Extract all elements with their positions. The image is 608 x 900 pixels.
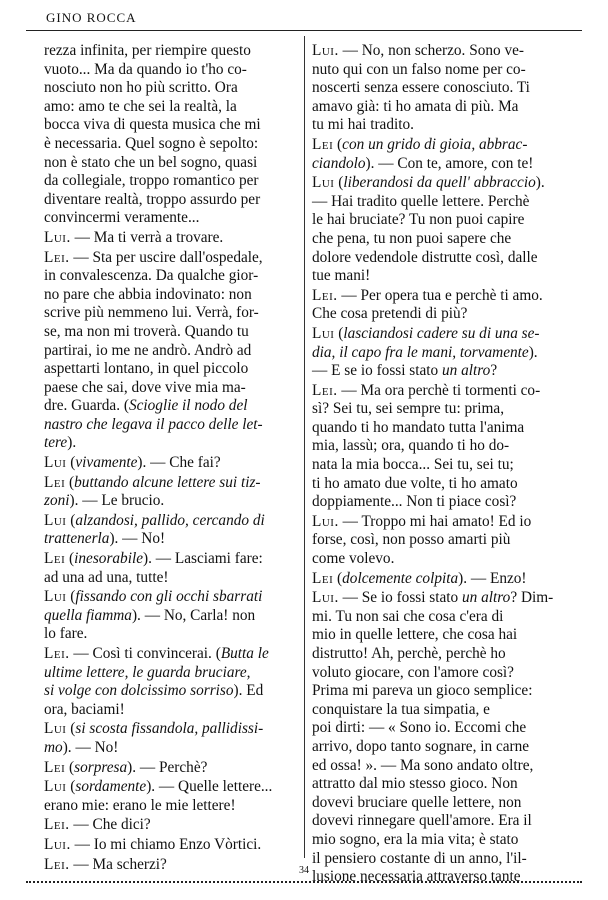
stage-direction: fissando con gli occhi sbarrati (75, 588, 263, 606)
dialogue-text: vuoto... Ma da quando io t'ho co- (44, 60, 247, 78)
dialogue-text: ( (334, 324, 344, 342)
text-line (44, 360, 296, 379)
text-line (44, 342, 296, 361)
stage-direction: liberandosi da quell' abbraccio (343, 174, 536, 192)
stage-direction: dia, il capo fra le mani, torvamente (312, 343, 529, 361)
dialogue-text: erano mie: erano le mie lettere! (44, 796, 236, 814)
text-line (44, 588, 296, 607)
dialogue-text: no pare che abbia indovinato: non (44, 285, 252, 303)
right-column (312, 42, 566, 887)
dialogue-text: ora, baciami! (44, 700, 125, 718)
dialogue-text: rezza infinita, per riempire questo (44, 42, 251, 59)
text-line (44, 135, 296, 154)
dialogue-text: conquistare la tua simpatia, e (312, 700, 490, 718)
dialogue-text: ( (65, 550, 75, 568)
text-line (312, 664, 566, 683)
dialogue-text: ). — No, Carla! non (131, 606, 256, 624)
speaker-name: Lui (312, 174, 335, 192)
text-line (312, 475, 566, 494)
stage-direction: con un grido di gioia, abbrac- (342, 135, 528, 153)
text-line (312, 738, 566, 757)
speaker-name: Lei. (312, 286, 338, 304)
stage-direction: si volge con dolcissimo sorriso (44, 682, 234, 700)
text-line (44, 172, 296, 191)
stage-direction: nastro che legava il pacco delle let- (44, 415, 263, 433)
dialogue-text: è necessaria. Quel sogno è sepolto: (44, 134, 259, 152)
dialogue-text: ( (334, 174, 344, 192)
stage-direction: lasciandosi cadere su di una se- (343, 324, 540, 342)
text-line (312, 136, 566, 155)
speaker-name: Lui. (44, 835, 71, 853)
text-line (312, 267, 566, 286)
dialogue-text: dolore vedendole distrutte così, dalle (312, 248, 538, 266)
text-line (44, 664, 296, 683)
dialogue-text: ( (66, 720, 76, 738)
page-number: 34 (299, 865, 309, 876)
dialogue-text: se, ma non mi troverà. Quando tu (44, 322, 249, 340)
text-line (312, 419, 566, 438)
dialogue-text: ? Dim- (510, 589, 554, 607)
dialogue-text: — Così ti convincerai. ( (69, 645, 221, 662)
speaker-name: Lei (312, 135, 334, 153)
text-line (44, 191, 296, 210)
dialogue-text: ). — Con te, amore, con te! (365, 154, 534, 172)
text-line (44, 512, 296, 531)
dialogue-text: ). — Enzo! (458, 569, 527, 587)
text-line (312, 701, 566, 720)
dialogue-text: sì? Sei tu, sei sempre tu: prima, (312, 400, 505, 418)
dialogue-text: non è stato che un bel sogno, quasi (44, 153, 258, 171)
dialogue-text: partirai, io me ne andrò. Andrò ad (44, 341, 252, 359)
dialogue-text: ( (66, 588, 76, 606)
text-line (44, 759, 296, 778)
text-line (44, 492, 296, 511)
header-rule (26, 30, 582, 31)
speaker-name: Lei (44, 550, 66, 568)
dialogue-text: aspettarti lontano, in quel piccolo (44, 360, 249, 378)
text-line (312, 437, 566, 456)
text-line (312, 305, 566, 324)
dialogue-text: nosciuto non ho più scritto. Ora (44, 79, 238, 97)
text-line (44, 434, 296, 453)
dialogue-text: distrutto! Ah, perchè, perchè ho (312, 645, 506, 662)
dialogue-text: ed ossa! ». — Ma sono andato oltre, (312, 756, 534, 774)
dialogue-text: lo fare. (44, 625, 88, 643)
text-line (44, 816, 296, 835)
text-line (44, 209, 296, 228)
dialogue-text: mi. Tu non sai che cosa c'era di (312, 607, 504, 625)
dialogue-text: in convalescenza. Da qualche gior- (44, 267, 259, 285)
text-line (44, 739, 296, 758)
speaker-name: Lui. (312, 512, 339, 530)
speaker-name: Lei. (44, 248, 70, 266)
text-line (312, 211, 566, 230)
dialogue-text: — Troppo mi hai amato! Ed io (338, 512, 532, 530)
speaker-name: Lei (44, 758, 66, 776)
dialogue-text: ). — Quelle lettere... (146, 778, 273, 796)
stage-direction: sorpresa (74, 758, 128, 776)
text-line (312, 42, 566, 61)
text-line (312, 757, 566, 776)
text-line (312, 155, 566, 174)
dialogue-text: ). — Le brucio. (69, 492, 165, 510)
speaker-name: Lei (312, 569, 334, 587)
dialogue-text: dovevi rinnegare quell'amore. Era il (312, 812, 532, 830)
text-line (312, 570, 566, 589)
dialogue-text: ( (66, 454, 76, 472)
dialogue-text: ). — Perchè? (127, 758, 208, 776)
text-line (44, 720, 296, 739)
text-line (312, 362, 566, 381)
stage-direction: mo (44, 738, 63, 756)
dialogue-text: ). (528, 343, 538, 361)
dialogue-text: — E se io fossi stato (312, 362, 443, 380)
dialogue-text: ( (333, 569, 343, 587)
text-line (44, 397, 296, 416)
speaker-name: Lei. (44, 816, 70, 834)
dialogue-text: Che cosa pretendi di più? (312, 305, 468, 323)
text-line (312, 230, 566, 249)
text-line (44, 550, 296, 569)
text-line (312, 344, 566, 363)
stage-direction: trattenerla (44, 530, 110, 548)
stage-direction: zoni (44, 492, 70, 510)
dialogue-text: le hai bruciate? Tu non puoi capire (312, 211, 525, 229)
dialogue-text: ). — No! (62, 738, 119, 756)
stage-direction: alzandosi, pallido, cercando di (75, 511, 265, 529)
speaker-name: Lui (44, 454, 67, 472)
text-line (312, 794, 566, 813)
footer-rule (26, 881, 582, 883)
dialogue-text: — Ma ti verrà a trovare. (70, 228, 224, 246)
dialogue-text: quando ti ho mandato tutta l'anima (312, 418, 525, 436)
dialogue-text: dre. Guarda. ( (44, 397, 129, 415)
dialogue-text: ( (333, 135, 343, 153)
text-line (312, 382, 566, 401)
dialogue-text: bocca viva di questa musica che mi (44, 116, 261, 134)
stage-direction: sordamente (75, 778, 147, 796)
stage-direction: quella fiamma (44, 606, 132, 624)
stage-direction: Scioglie il nodo del (128, 397, 248, 415)
dialogue-text: noscerti senza essere conosciuto. Ti (312, 79, 530, 97)
speaker-name: Lui (44, 511, 67, 529)
text-line (44, 61, 296, 80)
dialogue-text: che pena, tu non puoi sapere che (312, 229, 512, 247)
dialogue-text: ? (490, 362, 498, 380)
text-line (312, 400, 566, 419)
dialogue-text: doppiamente... Non ti piace così? (312, 493, 517, 511)
text-line (312, 531, 566, 550)
dialogue-text: Prima mi pareva un gioco semplice: (312, 682, 533, 700)
dialogue-text: — Sta per uscire dall'ospedale, (69, 248, 263, 266)
text-line (44, 474, 296, 493)
dialogue-text: ( (66, 778, 76, 796)
stage-direction: vivamente (75, 454, 138, 472)
dialogue-text: ( (65, 758, 75, 776)
text-line (44, 645, 296, 664)
text-line (44, 98, 296, 117)
dialogue-text: — Che dici? (69, 816, 151, 834)
text-line (44, 267, 296, 286)
dialogue-text: — Hai tradito quelle lettere. Perchè (312, 192, 530, 210)
speaker-name: Lui. (44, 228, 71, 246)
stage-direction: un altro (462, 589, 511, 607)
text-line (44, 454, 296, 473)
dialogue-text: diventare realtà, troppo assurdo per (44, 190, 261, 208)
text-line (312, 325, 566, 344)
text-line (44, 836, 296, 855)
text-line (312, 79, 566, 98)
dialogue-text: ). (67, 434, 77, 452)
dialogue-text: ti ho amato due volte, ti ho amato (312, 474, 518, 492)
text-line (312, 98, 566, 117)
text-line (312, 287, 566, 306)
text-line (312, 682, 566, 701)
dialogue-text: da collegiale, troppo romantico per (44, 172, 259, 190)
dialogue-text: tue mani! (312, 267, 371, 285)
speaker-name: Lui. (312, 42, 339, 59)
dialogue-text: — Ma ora perchè ti tormenti co- (337, 381, 541, 399)
text-line (312, 775, 566, 794)
text-line (44, 416, 296, 435)
text-line (312, 589, 566, 608)
left-column (44, 42, 296, 874)
text-line (44, 323, 296, 342)
speaker-name: Lei (44, 473, 66, 491)
text-line (312, 645, 566, 664)
text-line (312, 626, 566, 645)
speaker-name: Lei. (44, 855, 70, 873)
dialogue-text: il pensiero costante di un anno, l'il- (312, 849, 527, 867)
text-line (44, 778, 296, 797)
dialogue-text: forse, così, non posso amarti più (312, 531, 511, 549)
speaker-name: Lei. (312, 381, 338, 399)
dialogue-text: ( (66, 511, 76, 529)
text-line (44, 304, 296, 323)
dialogue-text: nuto qui con un falso nome per co- (312, 60, 526, 78)
dialogue-text: mia, lassù; ora, quando ti ho do- (312, 437, 510, 455)
text-line (44, 116, 296, 135)
dialogue-text: lusione necessaria attraverso tante (312, 868, 521, 886)
text-line (44, 79, 296, 98)
speaker-name: Lui (44, 720, 67, 738)
dialogue-text: amo: amo te che sei la realtà, la (44, 97, 237, 115)
dialogue-text: ). — Che fai? (137, 454, 221, 472)
text-line (44, 286, 296, 305)
running-header: GINO ROCCA (46, 10, 137, 25)
stage-direction: ultime lettere, le guarda bruciare, (44, 663, 251, 681)
stage-direction: tere (44, 434, 68, 452)
text-line (312, 116, 566, 135)
dialogue-text: tu mi hai tradito. (312, 116, 414, 134)
dialogue-text: ). — Lasciami fare: (143, 550, 263, 568)
text-line (312, 493, 566, 512)
dialogue-text: — Io mi chiamo Enzo Vòrtici. (70, 835, 262, 853)
stage-direction: buttando alcune lettere sui tiz- (74, 473, 261, 491)
dialogue-text: dovevi bruciare quelle lettere, non (312, 793, 522, 811)
text-line (312, 719, 566, 738)
dialogue-text: — Ma scherzi? (69, 855, 167, 873)
text-line (312, 193, 566, 212)
stage-direction: Butta le (220, 645, 269, 662)
dialogue-text: ( (65, 473, 75, 491)
dialogue-text: arrivo, dopo tanto sognare, in carne (312, 737, 530, 755)
dialogue-text: convincermi veramente... (44, 209, 200, 227)
text-line (312, 249, 566, 268)
speaker-name: Lui (44, 588, 67, 606)
text-line (44, 625, 296, 644)
text-line (44, 569, 296, 588)
speaker-name: Lui (44, 778, 67, 796)
text-line (312, 513, 566, 532)
dialogue-text: — Se io fossi stato (338, 589, 463, 607)
dialogue-text: — Per opera tua e perchè ti amo. (337, 286, 543, 304)
text-line (44, 249, 296, 268)
dialogue-text: — No, non scherzo. Sono ve- (338, 42, 525, 59)
text-line (44, 229, 296, 248)
text-line (44, 682, 296, 701)
text-line (44, 701, 296, 720)
speaker-name: Lui (312, 324, 335, 342)
dialogue-text: come volevo. (312, 550, 395, 568)
text-line (44, 379, 296, 398)
text-line (312, 608, 566, 627)
text-line (312, 550, 566, 569)
text-line (312, 456, 566, 475)
dialogue-text: ). Ed (233, 682, 264, 700)
text-line (312, 831, 566, 850)
stage-direction: ciandolo (312, 154, 366, 172)
text-line (44, 797, 296, 816)
stage-direction: un altro (442, 362, 491, 380)
speaker-name: Lei. (44, 645, 70, 662)
text-line (312, 812, 566, 831)
text-line (44, 607, 296, 626)
dialogue-text: mio sogno, era la mia vita; è stato (312, 830, 519, 848)
dialogue-text: voluto giocare, con l'amore così? (312, 663, 514, 681)
stage-direction: si scosta fissandola, pallidissi- (75, 720, 264, 738)
dialogue-text: ). (535, 174, 545, 192)
stage-direction: inesorabile (74, 550, 143, 568)
text-line (44, 42, 296, 61)
dialogue-text: ). — No! (109, 530, 166, 548)
dialogue-text: paese che sai, dove vive mia ma- (44, 378, 246, 396)
text-line (44, 530, 296, 549)
text-line (44, 154, 296, 173)
dialogue-text: scrive più nemmeno lui. Verrà, for- (44, 304, 259, 322)
dialogue-text: poi dirti: — « Sono io. Eccomi che (312, 719, 527, 737)
speaker-name: Lui. (312, 589, 339, 607)
dialogue-text: amavo già: ti ho amata di più. Ma (312, 97, 519, 115)
dialogue-text: ad una ad una, tutte! (44, 568, 169, 586)
stage-direction: dolcemente colpita (342, 569, 459, 587)
dialogue-text: nata la mia bocca... Sei tu, sei tu; (312, 456, 514, 474)
column-divider (304, 36, 305, 858)
dialogue-text: mio in quelle lettere, che cosa hai (312, 626, 518, 644)
dialogue-text: attratto dal mio stesso gioco. Non (312, 775, 518, 793)
text-line (312, 174, 566, 193)
text-line (312, 61, 566, 80)
